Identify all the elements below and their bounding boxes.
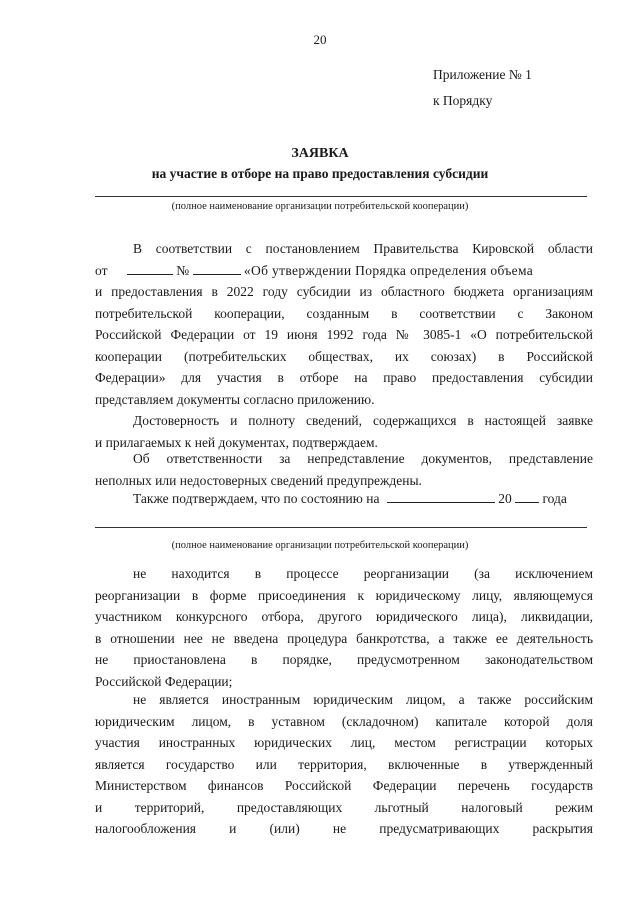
- text-line: неполных или недостоверных сведений предупреждены.: [95, 472, 422, 488]
- text-line: Российской Федерации от 19 июня 1992 года № 3085-1 «О потребительской: [95, 327, 593, 342]
- paragraph-not-foreign: [95, 689, 593, 840]
- text-line: в отношении нее не введена процедура банкротства, а также ее деятельность: [95, 630, 593, 646]
- text-line: и предоставления в 2022 году субсидии из областного бюджета организациям: [95, 284, 593, 299]
- year-prefix: 20: [498, 491, 512, 506]
- text-line: В соответствии с постановлением Правительства Кировской области: [133, 241, 593, 256]
- text-line: Федерации» для участия в отборе на право предоставления субсидии: [95, 370, 593, 385]
- date-blank: [387, 490, 495, 503]
- text-line: участия иностранных юридических лиц, местом регистрации которых: [95, 735, 593, 750]
- text-line: представляем документы согласно приложению.: [95, 391, 375, 407]
- text-line: реорганизации в форме присоединения к юридическому лицу, являющемуся: [95, 587, 593, 603]
- text-line: и территорий, предоставляющих льготный налоговый режим: [95, 799, 593, 815]
- text-line: Достоверность и полноту сведений, содержащихся в настоящей заявке: [133, 413, 593, 428]
- page-number: 20: [313, 32, 327, 47]
- org-name-caption: (полное наименование организации потребительской кооперации): [171, 201, 469, 212]
- org-name-fill-line: [95, 196, 587, 197]
- appendix-line-2: к Порядку: [433, 93, 493, 108]
- text-line: участником конкурсного отбора, другого юридического лица), ликвидации,: [95, 609, 593, 624]
- text-line: потребительской кооперации, созданным в соответствии с Законом: [95, 305, 593, 321]
- number-sign: №: [176, 262, 190, 278]
- paragraph-resolution: [95, 238, 593, 410]
- org-name-caption-2: (полное наименование организации потребительской кооперации): [171, 540, 469, 551]
- document-subtitle: на участие в отборе на право предоставления субсидии: [151, 166, 489, 181]
- text-line: кооперации (потребительских обществах, их союзах) в Российской: [95, 348, 593, 364]
- paragraph-confirmation: [95, 410, 593, 453]
- paragraph-responsibility: [95, 448, 593, 491]
- text-line: не приостановлена в порядке, предусмотренном законодательством: [95, 652, 593, 667]
- number-blank: [193, 262, 241, 275]
- text-line: является государство или территория, включенные в утвержденный: [95, 756, 593, 772]
- text-line: не находится в процессе реорганизации (за исключением: [133, 566, 593, 581]
- appendix-line-1: Приложение № 1: [433, 67, 532, 82]
- appendix-reference: [433, 62, 532, 114]
- date-prefix-text: Также подтверждаем, что по состоянию на: [133, 491, 380, 506]
- date-blank: [127, 262, 173, 275]
- text-line: Министерством финансов Российской Федерации перечень государств: [95, 778, 593, 793]
- date-confirmation-line: [133, 490, 567, 507]
- org-name-fill-line-2: [95, 527, 587, 528]
- text-line: и прилагаемых к ней документах, подтверждаем.: [95, 434, 378, 450]
- text-line: не является иностранным юридическим лицом, а также российским: [133, 692, 593, 707]
- text-line-with-blanks: [95, 260, 593, 282]
- resolution-title-start: «Об утверждении Порядка определения объема: [243, 262, 534, 278]
- year-suffix: года: [542, 491, 567, 506]
- from-word: от: [95, 262, 108, 278]
- document-title: ЗАЯВКА: [291, 146, 349, 161]
- year-blank: [515, 490, 539, 503]
- text-line: Российской Федерации;: [95, 673, 233, 689]
- paragraph-not-reorganizing: [95, 563, 593, 692]
- text-line: налогообложения и (или) не предусматривающих раскрытия: [95, 821, 593, 836]
- text-line: Об ответственности за непредставление документов, представление: [133, 451, 593, 466]
- text-line: юридическим лицом, в уставном (складочном) капитале которой доля: [95, 713, 593, 729]
